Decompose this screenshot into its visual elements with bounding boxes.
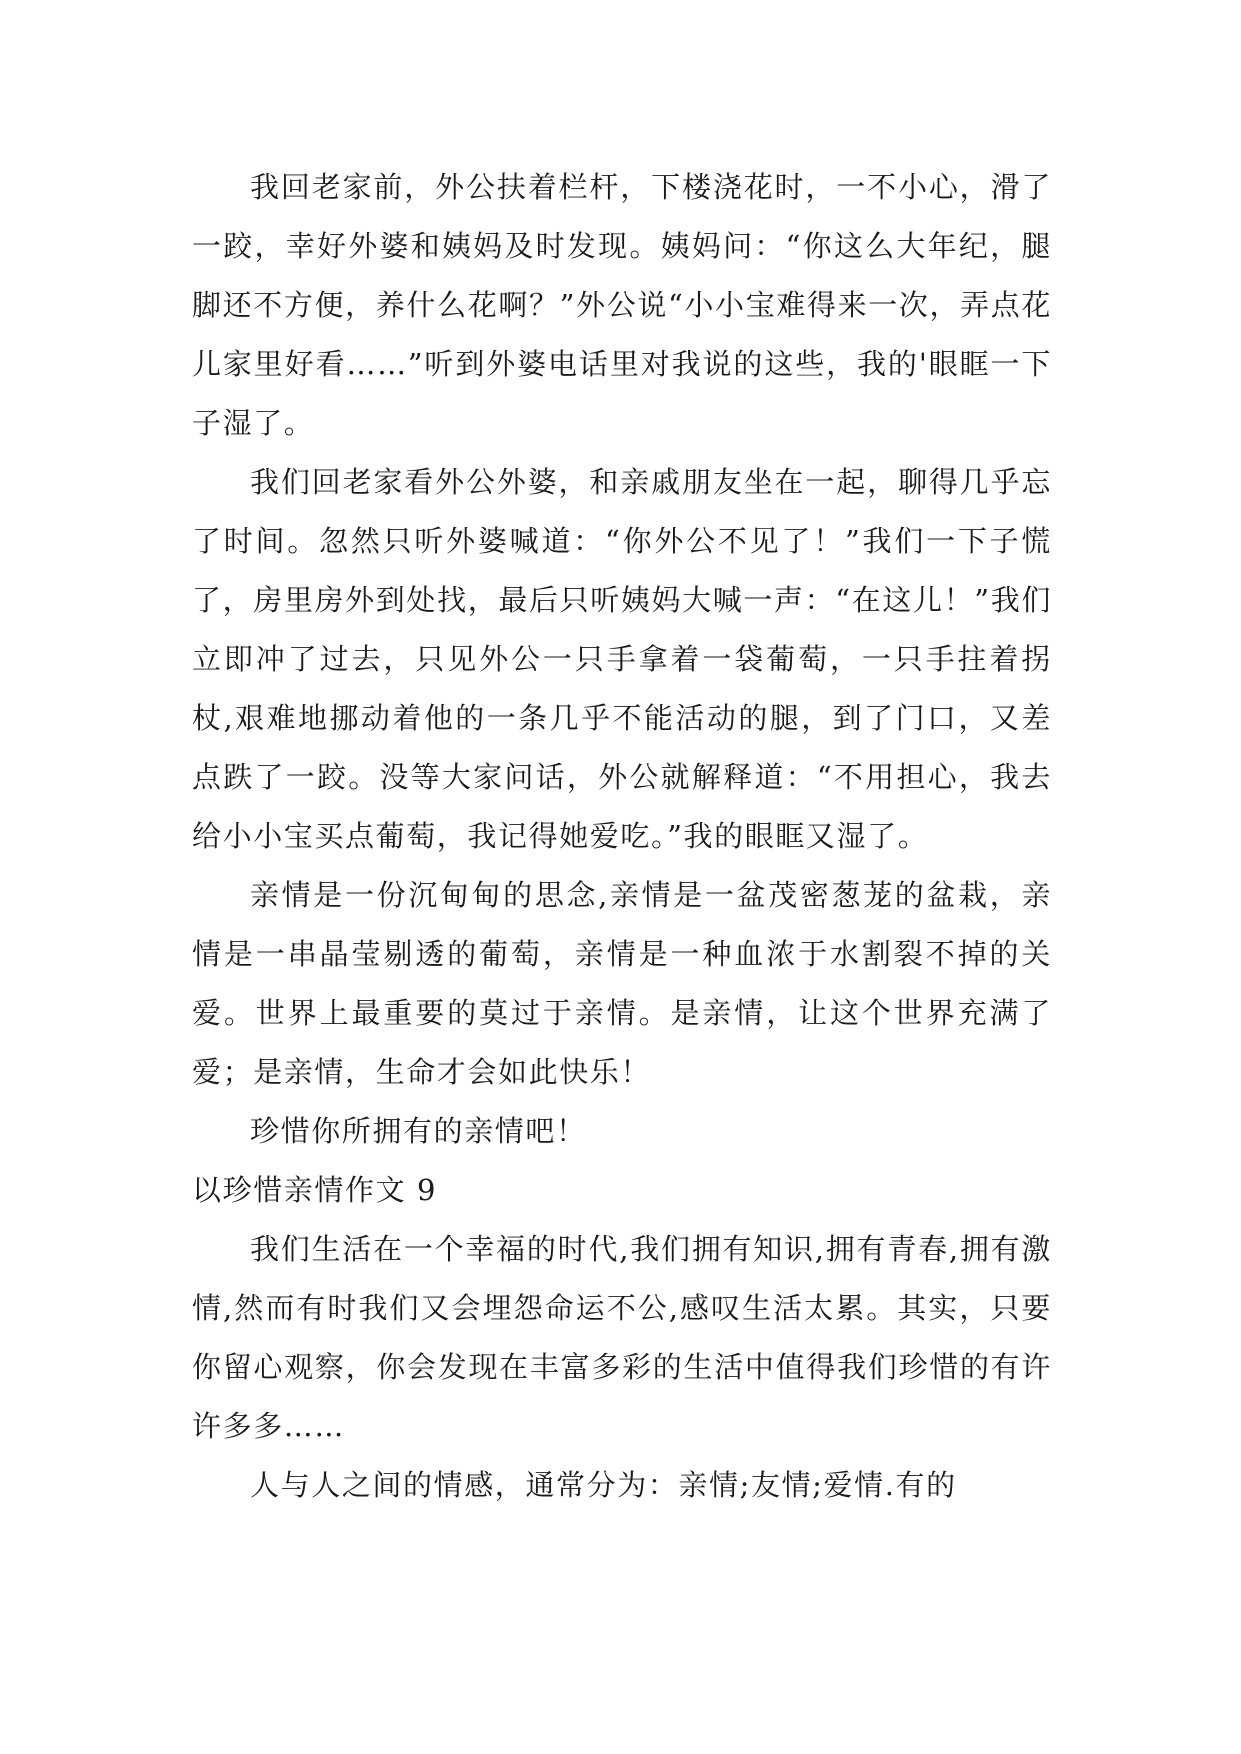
section-heading: 以珍惜亲情作文 9 — [192, 1173, 438, 1207]
paragraph-1: 我回老家前，外公扶着栏杆，下楼浇花时，一不小心，滑了一跤，幸好外婆和姨妈及时发现。姨妈问：“你这么大年纪，腿脚还不方便，养什么花啊？”外公说“小小宝难得来一次，弄点花儿家里好看……”听到外婆电话里对我说的这些，我的'眼眶一下子湿了。 — [192, 170, 1052, 440]
paragraph-6: 人与人之间的情感，通常分为：亲情;友情;爱情.有的 — [250, 1468, 957, 1502]
paragraph-2: 我们回老家看外公外婆，和亲戚朋友坐在一起，聊得几乎忘了时间。忽然只听外婆喊道：“你外公不见了！”我们一下子慌了，房里房外到处找，最后只听姨妈大喊一声：“在这儿！”我们立即冲了过去，只见外公一只手拿着一袋葡萄，一只手拄着拐杖,艰难地挪动着他的一条几乎不能活动的腿，到了门口，又差点跌了一跤。没等大家问话，外公就解释道：“不用担心，我去给小小宝买点葡萄，我记得她爱吃。”我的眼眶又湿了。 — [192, 465, 1052, 853]
paragraph-5: 我们生活在一个幸福的时代,我们拥有知识,拥有青春,拥有激情,然而有时我们又会埋怨命运不公,感叹生活太累。其实，只要你留心观察，你会发现在丰富多彩的生活中值得我们珍惜的有许许多多…… — [192, 1232, 1052, 1443]
paragraph-3: 亲情是一份沉甸甸的思念,亲情是一盆茂密葱茏的盆栽，亲情是一串晶莹剔透的葡萄，亲情是一种血浓于水割裂不掉的关爱。世界上最重要的莫过于亲情。是亲情，让这个世界充满了爱；是亲情，生命才会如此快乐！ — [192, 878, 1052, 1089]
paragraph-4: 珍惜你所拥有的亲情吧！ — [250, 1114, 587, 1148]
document-body — [192, 158, 1052, 1515]
